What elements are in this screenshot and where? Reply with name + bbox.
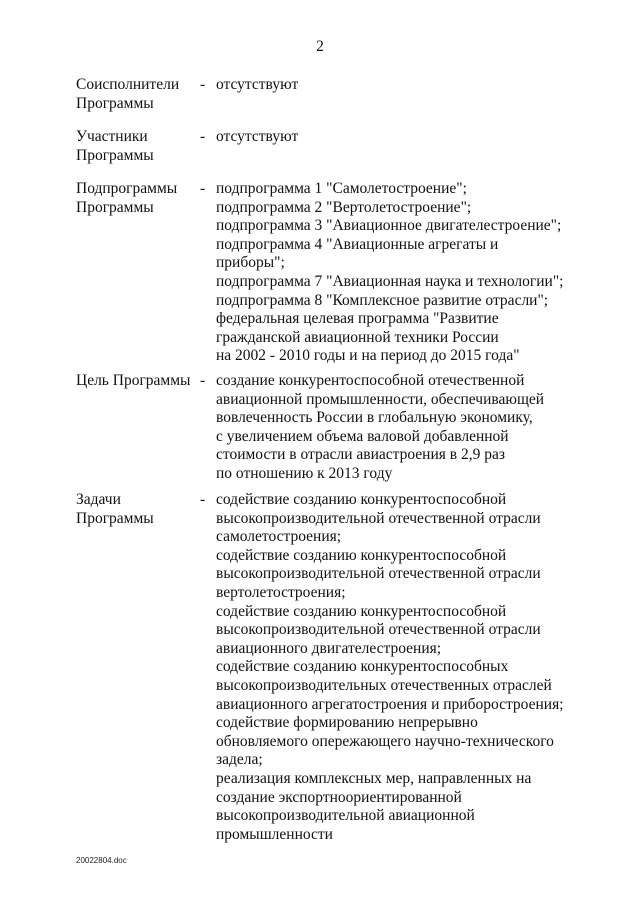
- value-line: авиационного двигателестроения;: [216, 639, 442, 657]
- section-label: [76, 372, 196, 391]
- value-line: промышленности: [216, 825, 333, 843]
- value-line: высокопроизводительной авиационной: [216, 807, 475, 825]
- value-line: вовлеченность России в глобальную экономику,: [216, 409, 533, 427]
- page-number: 2: [316, 38, 324, 55]
- value-line: создание конкурентоспособной отечественной: [216, 372, 525, 389]
- label-line: Программы: [76, 146, 154, 164]
- value-line: на 2002 - 2010 годы и на период до 2015 года": [216, 347, 520, 365]
- value-line: содействие созданию конкурентоспособной: [216, 602, 507, 620]
- value-line: подпрограмма 1 "Самолетостроение";: [216, 180, 467, 197]
- value-line: с увеличением объема валовой добавленной: [216, 427, 509, 445]
- value-line: стоимости в отрасли авиастроения в 2,9 раз: [216, 446, 505, 464]
- label-line: Соисполнители: [76, 76, 180, 93]
- section-label: [76, 491, 196, 528]
- value-line: содействие формированию непрерывно: [216, 714, 478, 732]
- value-line: обновляемого опережающего научно-технического: [216, 732, 554, 750]
- value-line: самолетостроения;: [216, 528, 342, 546]
- label-line: Программы: [76, 198, 154, 216]
- value-line: приборы";: [216, 254, 285, 272]
- label-line: Задачи: [76, 491, 121, 508]
- section-value: [216, 491, 616, 844]
- value-line: содействие созданию конкурентоспособной: [216, 491, 507, 508]
- label-line: Подпрограммы: [76, 180, 178, 197]
- dash: -: [200, 372, 206, 389]
- value-line: отсутствуют: [216, 128, 299, 145]
- value-line: федеральная целевая программа "Развитие: [216, 310, 499, 328]
- value-line: высокопроизводительной отечественной отрасли: [216, 509, 541, 527]
- dash: -: [200, 180, 206, 197]
- dash: -: [200, 76, 206, 93]
- value-line: реализация комплексных мер, направленных на: [216, 769, 532, 787]
- value-line: высокопроизводительных отечественных отраслей: [216, 676, 552, 694]
- value-line: задела;: [216, 751, 263, 769]
- value-line: высокопроизводительной отечественной отрасли: [216, 565, 541, 583]
- value-line: вертолетостроения;: [216, 583, 346, 601]
- value-line: авиационной промышленности, обеспечивающей: [216, 390, 545, 408]
- section-label: [76, 180, 196, 217]
- value-line: отсутствуют: [216, 76, 299, 93]
- dash: -: [200, 128, 206, 145]
- file-name-footer: 20022804.doc: [76, 856, 127, 865]
- value-line: подпрограмма 8 "Комплексное развитие отрасли";: [216, 291, 549, 309]
- value-line: авиационного агрегатостроения и приборостроения;: [216, 695, 564, 713]
- section-value: [216, 128, 616, 147]
- section-value: [216, 372, 616, 484]
- section-label: [76, 128, 196, 165]
- value-line: подпрограмма 2 "Вертолетостроение";: [216, 198, 472, 216]
- section-value: [216, 180, 616, 366]
- value-line: содействие созданию конкурентоспособных: [216, 658, 509, 676]
- label-line: Цель Программы: [76, 372, 191, 389]
- label-line: Программы: [76, 509, 154, 527]
- value-line: по отношению к 2013 году: [216, 464, 393, 482]
- value-line: подпрограмма 3 "Авиационное двигателестроение";: [216, 217, 562, 235]
- value-line: подпрограмма 7 "Авиационная наука и технологии";: [216, 272, 564, 290]
- value-line: высокопроизводительной отечественной отрасли: [216, 621, 541, 639]
- section-label: [76, 76, 196, 113]
- value-line: создание экспортноориентированной: [216, 788, 462, 806]
- label-line: Участники: [76, 128, 148, 145]
- label-line: Программы: [76, 94, 154, 112]
- dash: -: [200, 491, 206, 508]
- section-value: [216, 76, 616, 95]
- value-line: гражданской авиационной техники России: [216, 328, 499, 346]
- value-line: подпрограмма 4 "Авиационные агрегаты и: [216, 235, 499, 253]
- value-line: содействие созданию конкурентоспособной: [216, 546, 507, 564]
